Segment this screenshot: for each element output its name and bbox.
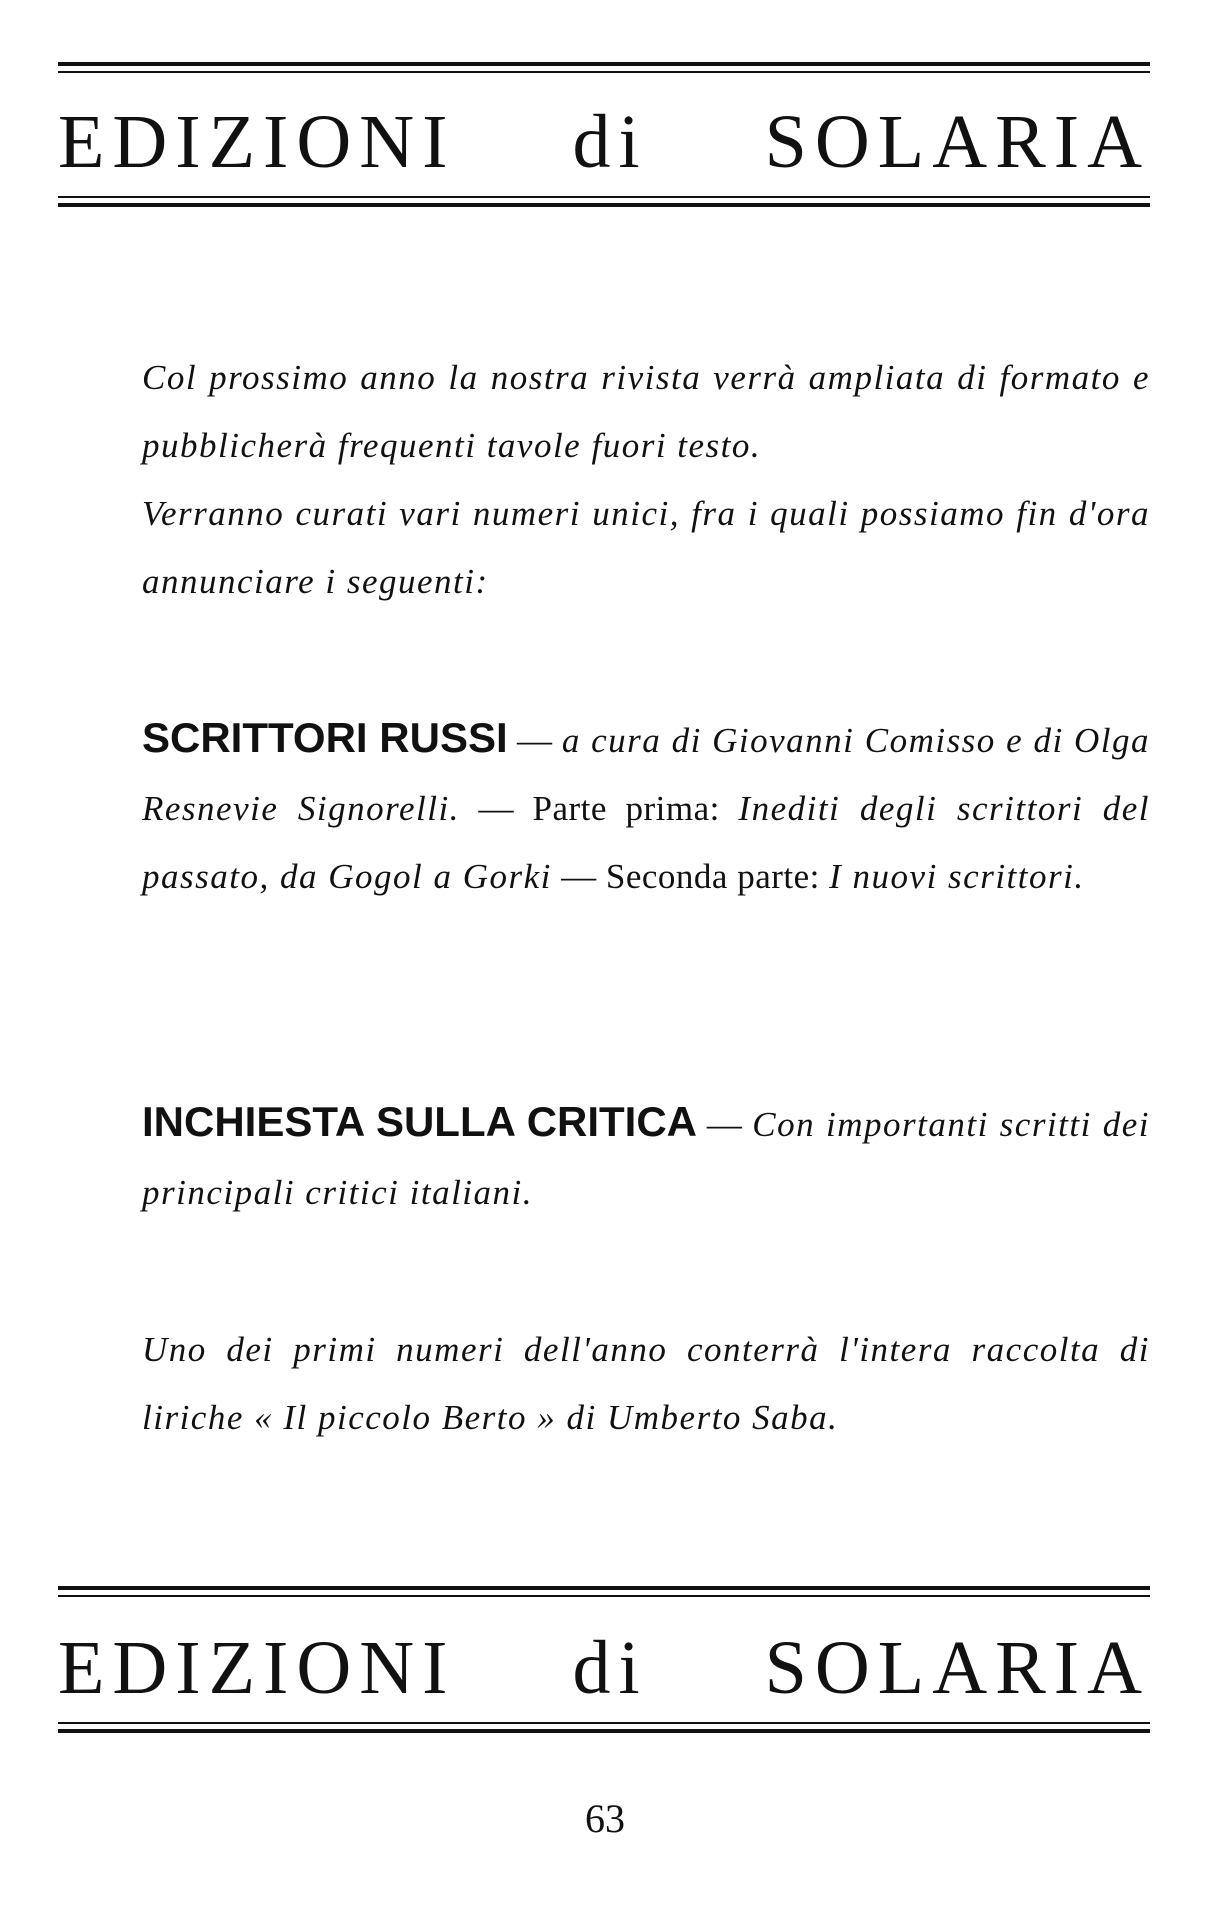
closing-paragraph: Uno dei primi numeri dell'anno conterrà l'intera raccolta di liriche « Il piccolo Berto » di Umberto Saba. bbox=[142, 1330, 1150, 1437]
intro-block bbox=[58, 344, 1150, 616]
part-one-title: Inediti degli scrittori del passato, da Gogol a Gorki bbox=[142, 789, 1150, 896]
intro-paragraph-2: Verranno curati vari numeri unici, fra i quali possiamo fin d'ora annunciare i seguenti: bbox=[142, 494, 1150, 601]
masthead-word-di: di bbox=[572, 100, 648, 184]
masthead-word-di: di bbox=[572, 1626, 648, 1710]
intro-paragraph-1: Col prossimo anno la nostra rivista verrà ampliata di formato e pubblicherà frequenti tavole fuori testo. bbox=[142, 358, 1150, 465]
issue-inchiesta-critica bbox=[58, 1088, 1150, 1227]
em-dash: — bbox=[697, 1105, 753, 1144]
issue-description: Con importanti scritti dei principali critici italiani. bbox=[142, 1105, 1150, 1212]
masthead-word-edizioni: EDIZIONI bbox=[58, 1626, 456, 1710]
em-dash: — bbox=[551, 857, 606, 896]
masthead-word-solaria: SOLARIA bbox=[764, 1626, 1150, 1710]
issue-title-scrittori-russi: SCRITTORI RUSSI bbox=[142, 714, 508, 761]
closing-block bbox=[58, 1316, 1150, 1452]
bottom-masthead bbox=[58, 1626, 1150, 1710]
part-two-label: Seconda parte: bbox=[605, 857, 830, 896]
issue-scrittori-russi bbox=[58, 704, 1150, 911]
masthead-word-edizioni: EDIZIONI bbox=[58, 100, 456, 184]
masthead-word-solaria: SOLARIA bbox=[764, 100, 1150, 184]
issue-curators: a cura di Giovanni Comisso e di Olga Resnevie Signorelli. bbox=[142, 721, 1151, 828]
top-masthead bbox=[58, 100, 1150, 184]
part-one-label: Parte prima: bbox=[532, 789, 739, 828]
issue-title-inchiesta-critica: INCHIESTA SULLA CRITICA bbox=[142, 1098, 698, 1145]
part-two-title: I nuovi scrittori. bbox=[829, 857, 1085, 896]
em-dash: — bbox=[459, 789, 533, 828]
page-number: 63 bbox=[585, 1796, 625, 1841]
em-dash: — bbox=[507, 721, 562, 760]
